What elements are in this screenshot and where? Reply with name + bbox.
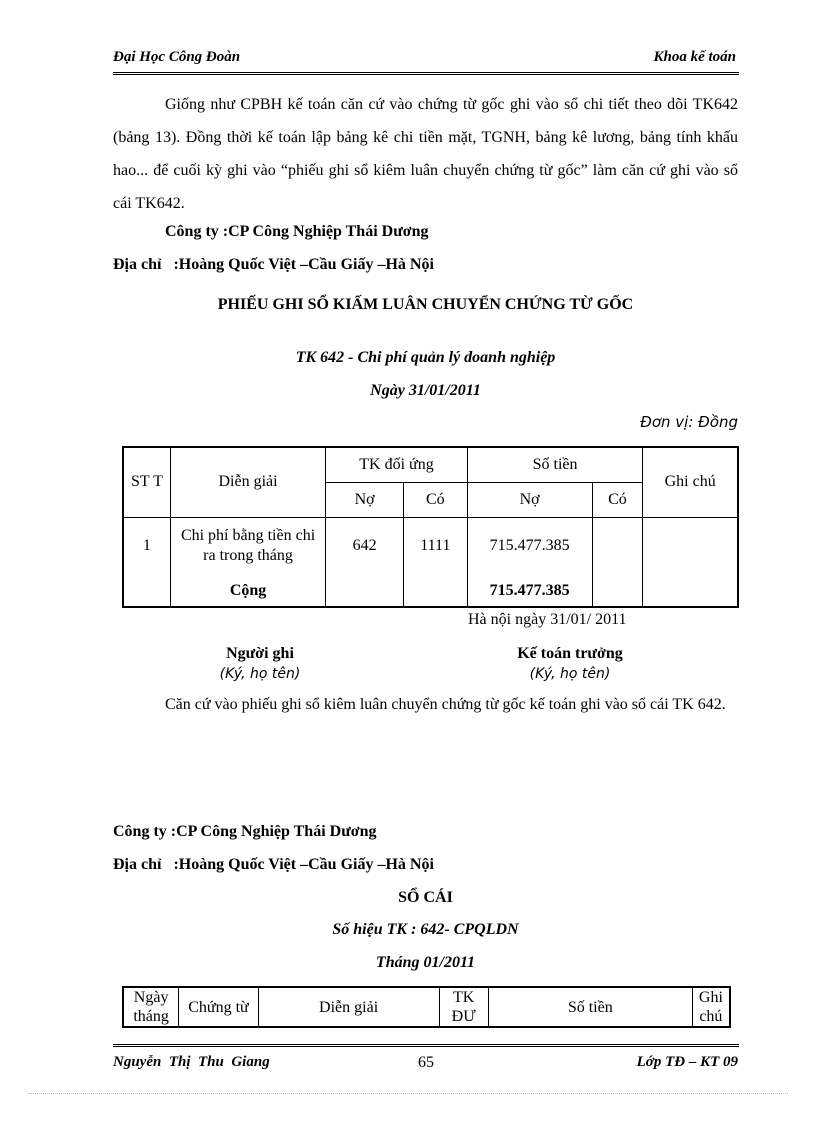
row-tk-no: 642: [326, 517, 404, 575]
footer-divider: [113, 1044, 739, 1047]
row-tien-no: 715.477.385: [467, 517, 592, 575]
company1-address: Địa chỉ :Hoàng Quốc Việt –Cầu Giấy –Hà Nội: [113, 256, 434, 273]
ledger-table: [122, 986, 731, 1028]
footer-author: Nguyễn Thị Thu Giang: [113, 1054, 270, 1070]
header-stt: ST T: [123, 447, 170, 517]
paragraph-2: Căn cứ vào phiếu ghi sổ kiêm luân chuyển chứng từ gốc kế toán ghi vào sổ cái TK 642.: [165, 696, 726, 713]
header-faculty: Khoa kế toán: [653, 49, 736, 65]
signer1-title: Người ghi: [226, 645, 294, 662]
row-note: [643, 517, 738, 575]
ledger-header-ghi-chu: Ghi chú: [692, 987, 730, 1027]
ledger-month: Tháng 01/2011: [375, 954, 476, 971]
voucher-title: PHIẾU GHI SỔ KIẤM LUÂN CHUYỂN CHỨNG TỪ GỐC: [217, 296, 634, 313]
row-tien-co: [592, 517, 643, 575]
row-stt: 1: [123, 517, 170, 575]
page-bottom-border: [28, 1093, 788, 1094]
ledger-header-chung-tu: Chứng từ: [179, 987, 258, 1027]
ledger-header-dien-giai: Diễn giải: [258, 987, 439, 1027]
total-label: Cộng: [170, 575, 325, 607]
ledger-header-so-tien: Số tiền: [488, 987, 692, 1027]
ledger-account: Số hiệu TK : 642- CPQLDN: [332, 921, 519, 938]
ledger-title: SỔ CÁI: [398, 889, 453, 906]
total-row: [123, 575, 738, 607]
page-header: [113, 44, 736, 70]
signer2-sub: (Ký, họ tên): [529, 666, 611, 682]
header-so-tien: Số tiền: [467, 447, 643, 482]
row-tk-co: 1111: [403, 517, 467, 575]
total-amount: 715.477.385: [467, 575, 592, 607]
ledger-header-ngay: Ngày tháng: [123, 987, 179, 1027]
header-tk-co: Có: [403, 482, 467, 517]
currency-unit: Đơn vị: Đồng: [640, 413, 738, 431]
intro-paragraph: Giống như CPBH kế toán căn cứ vào chứng từ gốc ghi vào sổ chi tiết theo dõi TK642 (bảng 13). Đồng thời kế toán lập bảng kê chi tiền mặt, TGNH, bảng kê lương, bảng tính khấu hao... để cuối kỳ ghi vào “phiếu ghi sổ kiêm luân chuyển chứng từ gốc” làm căn cứ ghi vào sổ cái TK642.: [113, 96, 738, 212]
voucher-subtitle: TK 642 - Chi phí quản lý doanh nghiệp: [295, 349, 556, 366]
footer-class: Lớp TĐ – KT 09: [636, 1054, 738, 1070]
table-row: [123, 517, 738, 575]
company1-name: Công ty :CP Công Nghiệp Thái Dương: [165, 223, 429, 240]
company2-name: Công ty :CP Công Nghiệp Thái Dương: [113, 823, 377, 840]
voucher-date: Ngày 31/01/2011: [370, 382, 481, 399]
header-tk-doi-ung: TK đối ứng: [326, 447, 468, 482]
header-university: Đại Học Công Đoàn: [113, 49, 241, 65]
ledger-header-tk: TK ĐƯ: [439, 987, 488, 1027]
place-date: Hà nội ngày 31/01/ 2011: [468, 611, 627, 628]
header-tien-co: Có: [592, 482, 643, 517]
signer2-title: Kế toán trưởng: [517, 645, 623, 662]
page-number: 65: [418, 1054, 434, 1071]
row-desc: Chi phí bằng tiền chi ra trong tháng: [170, 517, 325, 575]
company2-address: Địa chỉ :Hoàng Quốc Việt –Cầu Giấy –Hà Nội: [113, 856, 434, 873]
header-divider: [113, 72, 739, 75]
voucher-table: [122, 446, 739, 608]
header-dien-giai: Diễn giải: [170, 447, 325, 517]
header-tk-no: Nợ: [326, 482, 404, 517]
header-tien-no: Nợ: [467, 482, 592, 517]
signer1-sub: (Ký, họ tên): [219, 666, 301, 682]
header-ghi-chu: Ghi chú: [643, 447, 738, 517]
